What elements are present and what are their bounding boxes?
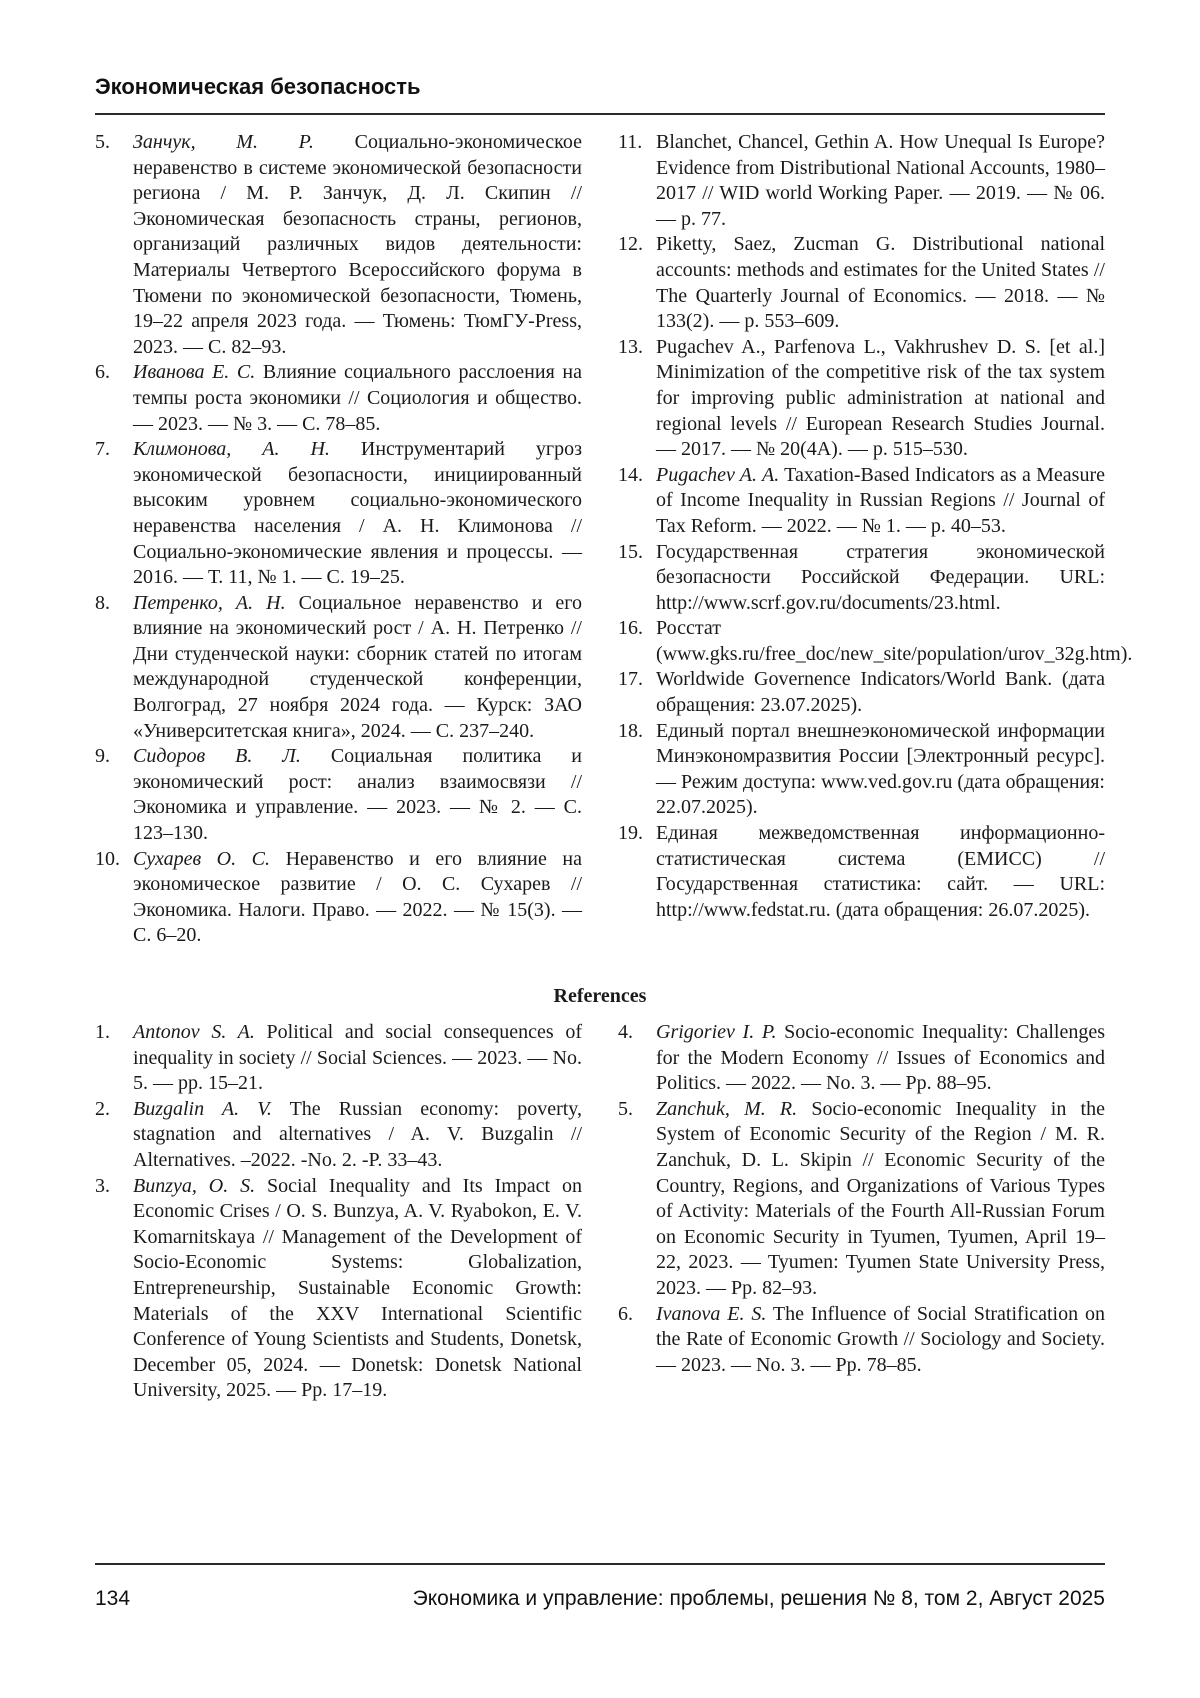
- reference-text: Социальная политика и экономический рост: анализ взаимосвязи // Экономика и управление. — 2023. — № 2. — С. 123–130.: [133, 745, 582, 845]
- reference-text: Государственная стратегия экономической безопасности Российской Федерации. URL: http://www.scrf.gov.ru/documents/23.html.: [656, 540, 1105, 614]
- reference-text: The Influence of Social Stratification on the Rate of Economic Growth // Sociology and Society. — 2023. — No. 3. — Pp. 78–85.: [656, 1302, 1105, 1376]
- reference-number: 6.: [618, 1302, 633, 1325]
- reference-number: 16.: [618, 617, 643, 640]
- reference-number: 1.: [95, 1021, 110, 1043]
- reference-number: 7.: [95, 438, 110, 461]
- reference-number: 14.: [618, 463, 643, 486]
- reference-author: Климонова, А. Н.: [133, 438, 330, 461]
- reference-text: Единый портал внешнеэкономической информации Минэкономразвития России [Электронный ресурс]. — Режим доступа: www.ved.gov.ru (дата обращения: 22.07.2025).: [656, 719, 1105, 819]
- reference-author: Grigoriev I. P.: [656, 1021, 777, 1043]
- reference-number: 5.: [618, 1097, 633, 1120]
- reference-number: 4.: [618, 1021, 633, 1043]
- reference-author: Bunzya, O. S.: [133, 1174, 256, 1197]
- reference-number: 10.: [95, 847, 120, 870]
- reference-item: [618, 1020, 1105, 1097]
- reference-text: Socio-economic Inequality in the System of Economic Security of the Region / M. R. Zanchuk, D. L. Skipin // Economic Security of the Country, Regions, and Organizations of Various Types of Activity: Materials of the Fourth All-Russian Forum on Economic Security in Tyumen, Tyumen, April 19–22, 2023. — Tyumen: Tyumen State University Press, 2023. — Pp. 82–93.: [656, 1097, 1105, 1299]
- reference-text: Социальное неравенство и его влияние на экономический рост / А. Н. Петренко // Дни студенческой науки: сборник статей по итогам международной студенческой конференции, Волгоград, 27 ноября 2024 года. — Курск: ЗАО «Университетская книга», 2024. — С. 237–240.: [133, 591, 582, 742]
- journal-title: Экономика и управление: проблемы, решения № 8, том 2, Август 2025: [412, 1587, 1105, 1610]
- reference-item: [618, 616, 1133, 667]
- russian-references-right-column: [618, 130, 1133, 949]
- reference-item: [95, 1097, 582, 1174]
- reference-number: 11.: [618, 131, 643, 153]
- reference-text: Pugachev A., Parfenova L., Vakhrushev D. S. [et al.] Minimization of the competitive risk of the tax system for improving public administration at national and regional levels // European Research Studies Journal. — 2017. — № 20(4A). — p. 515–530.: [656, 335, 1105, 461]
- references-heading: References: [553, 985, 647, 1007]
- page-footer: [95, 1563, 1105, 1611]
- reference-number: 19.: [618, 822, 643, 845]
- reference-author: Buzgalin A. V.: [133, 1097, 272, 1120]
- reference-author: Петренко, А. Н.: [133, 591, 286, 614]
- reference-author: Иванова Е. С.: [133, 361, 256, 384]
- english-references-right-column: [618, 1020, 1105, 1404]
- reference-item: [618, 540, 1105, 617]
- reference-text: The Russian economy: poverty, stagnation and alternatives / A. V. Buzgalin // Alternatives. –2022. -No. 2. -P. 33–43.: [133, 1097, 582, 1171]
- reference-item: [95, 847, 582, 949]
- reference-text: Piketty, Saez, Zucman G. Distributional national accounts: methods and estimates for the United States // The Quarterly Journal of Economics. — 2018. — № 133(2). — p. 553–609.: [656, 233, 1105, 333]
- russian-references-left-column: [95, 130, 582, 949]
- reference-text: Political and social consequences of inequality in society // Social Sciences. — 2023. — No. 5. — pp. 15–21.: [133, 1021, 582, 1095]
- reference-author: Antonov S. A.: [133, 1021, 255, 1043]
- reference-number: 18.: [618, 719, 643, 742]
- reference-item: [95, 1020, 582, 1097]
- reference-item: [95, 130, 582, 360]
- reference-number: 2.: [95, 1097, 110, 1120]
- reference-item: [618, 719, 1105, 821]
- reference-item: [95, 1174, 582, 1404]
- reference-author: Сидоров В. Л.: [133, 745, 301, 768]
- reference-author: Ivanova E. S.: [656, 1302, 767, 1325]
- english-references-left-column: [95, 1020, 582, 1404]
- reference-item: [618, 335, 1105, 463]
- reference-item: [618, 1302, 1105, 1379]
- reference-text: Неравенство и его влияние на экономическое развитие / О. С. Сухарев // Экономика. Налоги. Право. — 2022. — № 15(3). — С. 6–20.: [133, 847, 582, 947]
- reference-number: 5.: [95, 131, 110, 153]
- running-head: [95, 0, 1105, 115]
- reference-text: Единая межведомственная информационно-статистическая система (ЕМИСС) // Государственная статистика: сайт. — URL: http://www.fedstat.ru. (дата обращения: 26.07.2025).: [656, 822, 1105, 921]
- reference-number: 9.: [95, 745, 110, 768]
- page-number: 134: [95, 1587, 131, 1610]
- reference-text: Инструментарий угроз экономической безопасности, инициированный высоким уровнем социально-экономического неравенства населения / А. Н. Климонова // Социально-экономические явления и процессы. — 2016. — Т. 11, № 1. — С. 19–25.: [133, 438, 582, 589]
- reference-text: Social Inequality and Its Impact on Economic Crises / O. S. Bunzya, A. V. Ryabokon, E. V. Komarnitskaya // Management of the Development of Socio-Economic Systems: Globalization, Entrepreneurship, Sustainable Economic Growth: Materials of the XXV International Scientific Conference of Young Scientists and Students, Donetsk, December 05, 2024. — Donetsk: Donetsk National University, 2025. — Pp. 17–19.: [133, 1174, 582, 1402]
- reference-item: [95, 437, 582, 591]
- reference-text: Влияние социального расслоения на темпы роста экономики // Социология и общество. — 2023. — № 3. — С. 78–85.: [133, 361, 582, 435]
- reference-number: 6.: [95, 361, 110, 384]
- reference-text: Taxation-Based Indicators as a Measure of Income Inequality in Russian Regions // Journal of Tax Reform. — 2022. — № 1. — p. 40–53.: [656, 463, 1106, 537]
- reference-number: 13.: [618, 335, 643, 358]
- reference-text: Worldwide Governence Indicators/World Bank. (дата обращения: 23.07.2025).: [656, 668, 1105, 717]
- russian-references-section: [95, 130, 1133, 949]
- reference-author: Pugachev A. A.: [656, 463, 780, 486]
- reference-number: 17.: [618, 668, 643, 691]
- reference-item: [618, 667, 1105, 718]
- reference-author: Zanchuk, M. R.: [656, 1097, 798, 1120]
- reference-item: [95, 591, 582, 745]
- reference-item: [95, 360, 582, 437]
- page-content: [95, 0, 1133, 1404]
- english-references-section: [95, 1020, 1105, 1404]
- reference-text: Росстат (www.gks.ru/free_doc/new_site/population/urov_32g.htm).: [656, 617, 1133, 665]
- reference-author: Занчук, М. Р.: [133, 131, 314, 153]
- reference-text: Социально-экономическое неравенство в системе экономической безопасности региона / М. Р. Занчук, Д. Л. Скипин // Экономическая безопасность страны, регионов, организаций различных видов деятельности: Материалы Четвертого Всероссийского форума в Тюмени по экономической безопасности, Тюмень, 19–22 апреля 2023 года. — Тюмень: ТюмГУ-Press, 2023. — С. 82–93.: [133, 131, 582, 358]
- reference-item: [95, 744, 582, 846]
- reference-item: [618, 232, 1105, 334]
- reference-text: Blanchet, Chancel, Gethin A. How Unequal Is Europe? Evidence from Distributional National Accounts, 1980–2017 // WID world Working Paper. — 2019. — № 06. — p. 77.: [656, 131, 1105, 230]
- reference-item: [618, 463, 1105, 540]
- reference-number: 15.: [618, 540, 643, 563]
- reference-author: Сухарев О. С.: [133, 847, 271, 870]
- reference-number: 8.: [95, 591, 110, 614]
- reference-number: 12.: [618, 233, 643, 256]
- section-title: Экономическая безопасность: [95, 74, 421, 99]
- reference-item: [618, 1097, 1105, 1302]
- reference-item: [618, 821, 1105, 923]
- reference-item: [618, 130, 1105, 232]
- reference-number: 3.: [95, 1174, 110, 1197]
- reference-text: Socio-economic Inequality: Challenges for the Modern Economy // Issues of Economics and Politics. — 2022. — No. 3. — Pp. 88–95.: [656, 1021, 1105, 1095]
